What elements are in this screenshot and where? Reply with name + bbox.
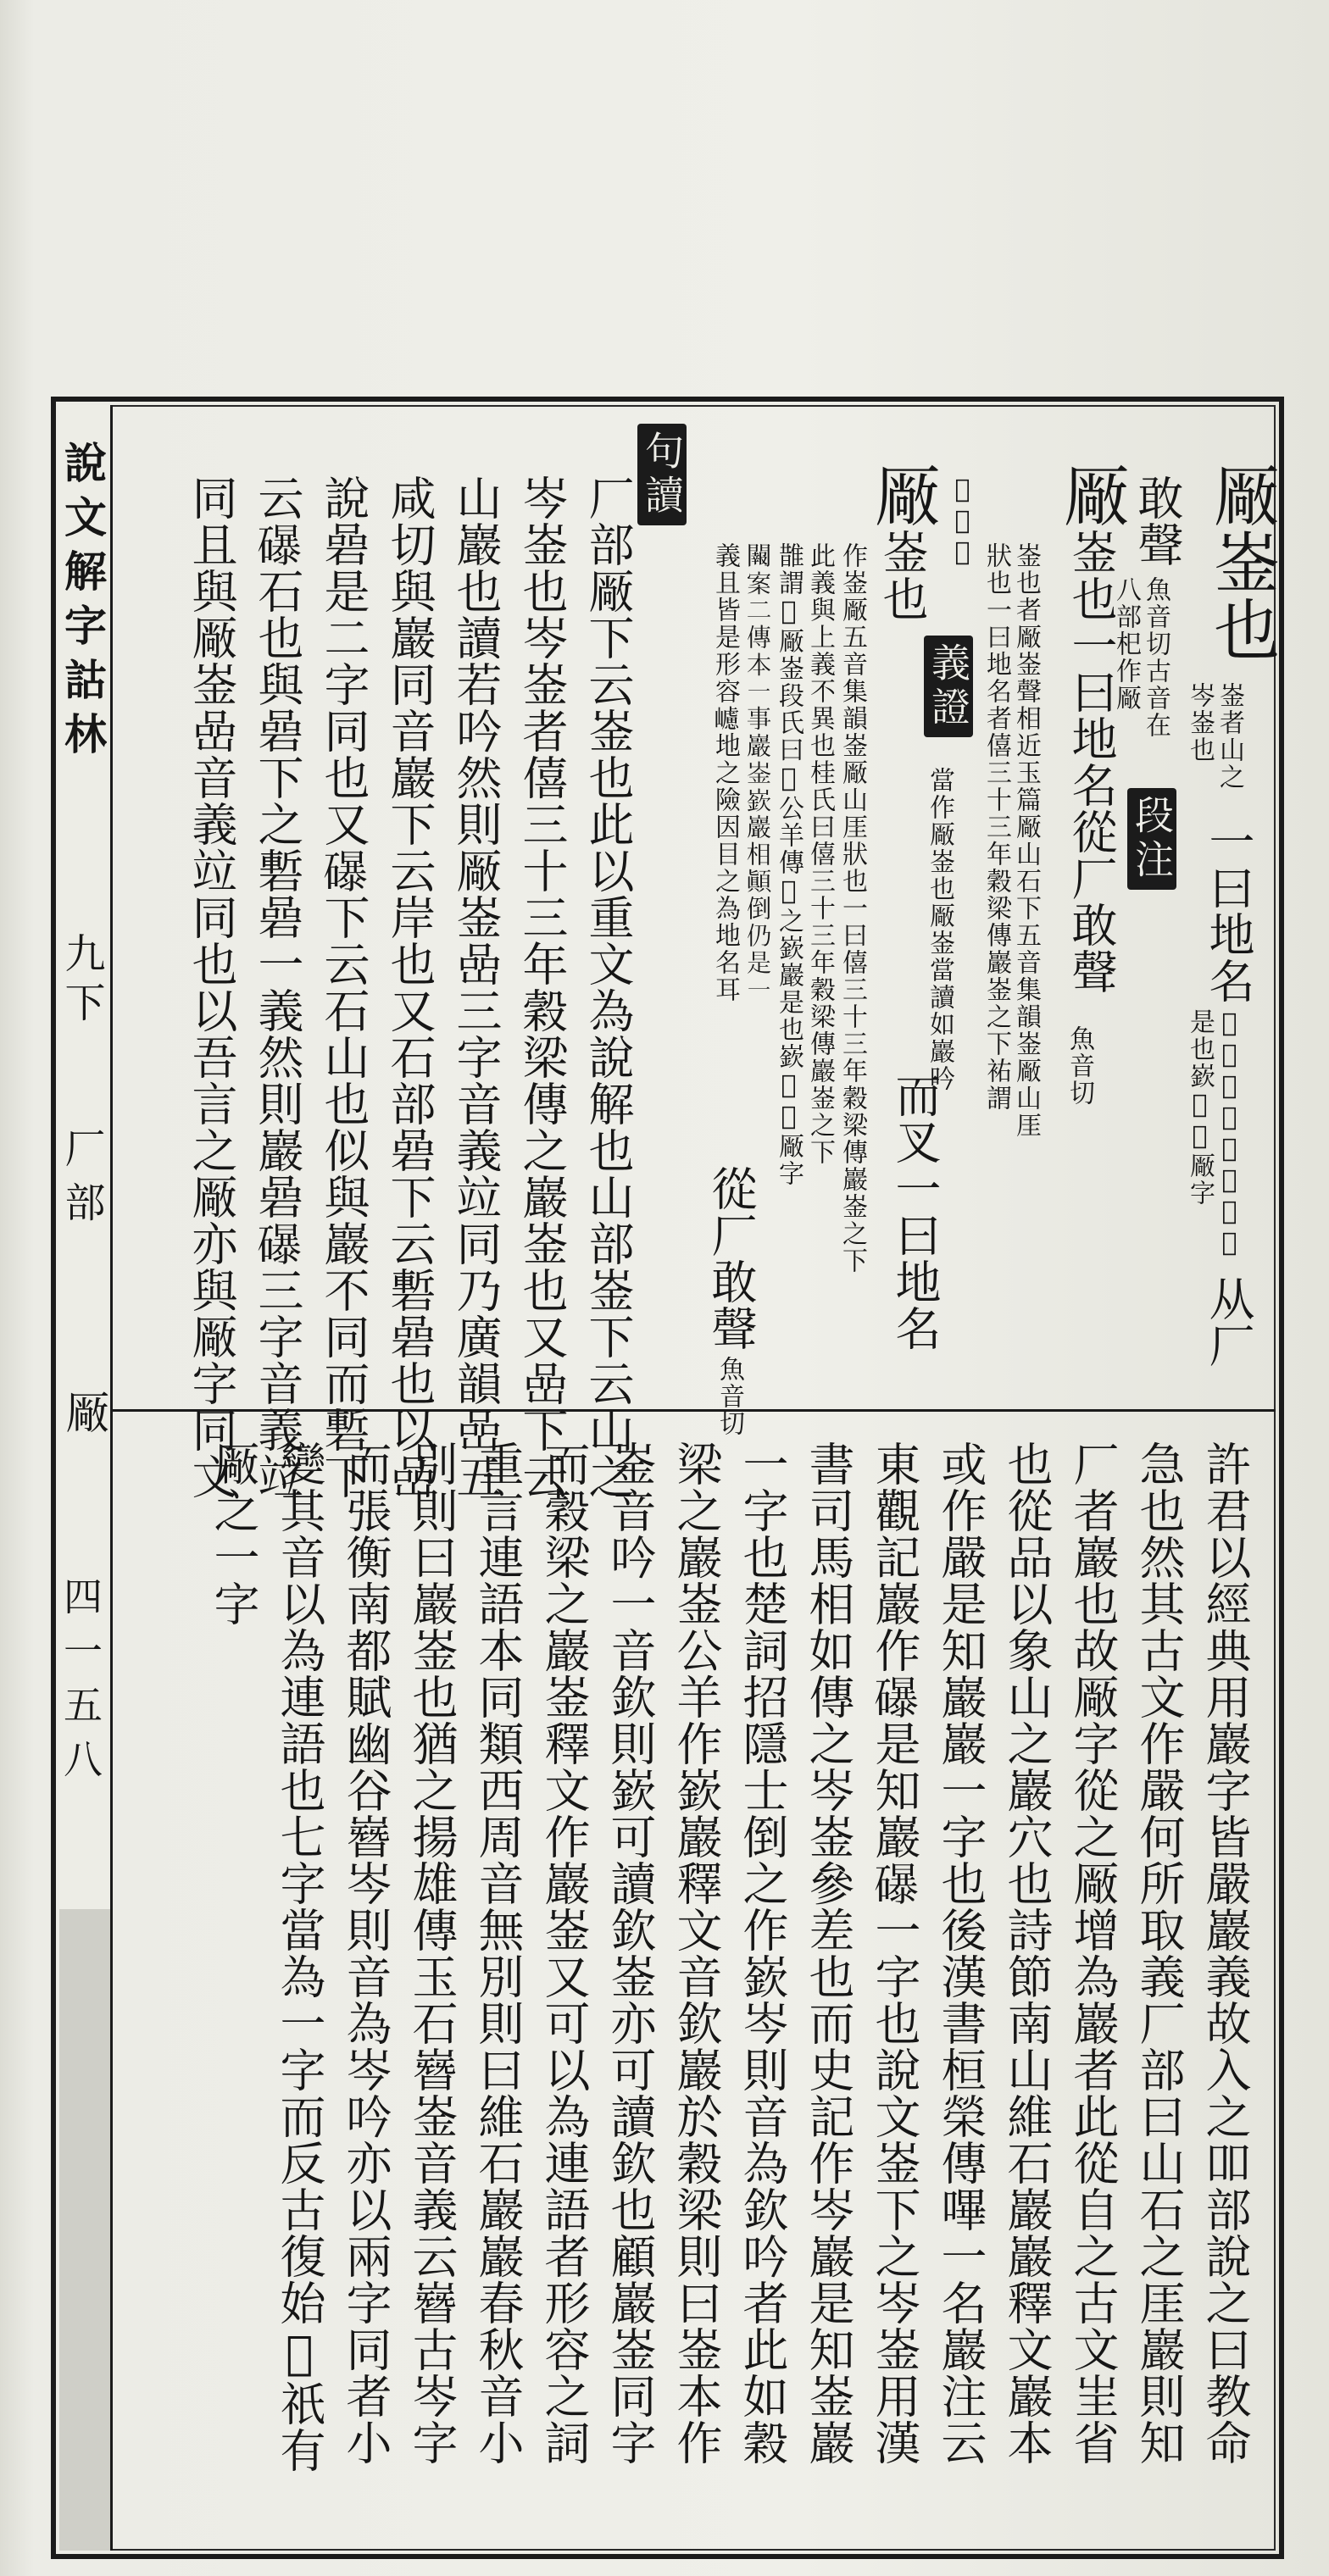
lower-col-15: 變其音以為連語也七字當為一字而反古復始𡽹祇有 bbox=[273, 1441, 326, 2473]
lower-col-1: 許君以經典用巖字皆嚴巖義故入之吅部說之曰教命 bbox=[1198, 1441, 1252, 2466]
lower-col-8: 一字也楚詞招隱士倒之作嶔岑則音為欽吟者此如穀 bbox=[736, 1441, 789, 2466]
upper-col-1-c: 从厂 bbox=[1202, 1275, 1255, 1368]
duan-note-badge: 段注 bbox=[1127, 788, 1176, 890]
upper-col-18: 云𥗋石也與碞下之磛碞一義然則巖碞𥗋三字音義竝 bbox=[251, 475, 304, 1500]
upper-col-2-note-b: 八部𣏌作厰 bbox=[1111, 576, 1141, 712]
upper-col-7: 厰崟也 bbox=[864, 462, 940, 622]
upper-col-17: 說碞是二字同也又𥗋下云石山也似與巖不同而磛下 bbox=[317, 475, 370, 1500]
lower-col-9: 梁之巖崟公羊作嶔巖釋文音欽巖於穀梁則曰崟本作 bbox=[670, 1441, 723, 2466]
upper-col-9-note: 此義與上義不異也桂氏曰僖三十三年穀梁傳巖崟之下 bbox=[805, 542, 835, 1166]
upper-col-1-b: 一曰地名 bbox=[1202, 818, 1255, 1004]
lower-col-16: 厰之一字 bbox=[207, 1441, 260, 1627]
lower-col-14: 而張衡南都賦幽谷嶜岑則音為岑吟亦以兩字同者小 bbox=[339, 1441, 392, 2466]
lower-col-4: 也從品以象山之巖穴也詩節南山維石巖巖釋文巖本 bbox=[1000, 1441, 1054, 2466]
lower-col-6: 東觀記巖作𥗋是知巖𥗋一字也說文崟下之岑崟用漢 bbox=[868, 1441, 921, 2466]
upper-col-10-note: 䧿謂𨻢厰崟段氏曰𡽹公羊傳𡾅之嶔巖是也嶔𡽹𨻢厰字 bbox=[774, 542, 804, 1187]
upper-col-6-note: 𨻢厰崟 bbox=[948, 475, 977, 569]
upper-col-1-note-d: 是也嶔𡽹𨻢厰字 bbox=[1185, 1008, 1215, 1207]
lower-col-11: 而穀梁之巖崟釋文作巖崟又可以為連語者形容之詞 bbox=[537, 1441, 591, 2466]
upper-col-8-note: 作崟厰五音集韻崟厰山厓狀也一曰僖三十三年穀梁傳巖崟之下 bbox=[837, 542, 867, 1274]
upper-col-11-note: 𨷂案二傳本一事巖崟嶔巖相顛倒仍是一 bbox=[742, 542, 772, 1003]
lower-col-2: 急也然其古文作嚴何所取義厂部曰山石之厓巖則知 bbox=[1132, 1441, 1186, 2466]
upper-col-14: 岑崟也岑崟者僖三十三年穀梁傳之巖崟也又嵒下云 bbox=[515, 475, 569, 1500]
upper-col-3: 厰崟也一曰地名從厂敢聲 bbox=[1053, 462, 1129, 995]
yizheng-badge: 義證 bbox=[924, 636, 973, 737]
upper-col-16: 咸切與巖同音巖下云岸也又石部碞下云磛碞也以嵒 bbox=[383, 475, 437, 1500]
upper-col-7-note: 當作厰崟也厰崟當讀如巖吟 bbox=[925, 767, 954, 1092]
upper-col-1: 厰崟也 bbox=[1203, 462, 1279, 663]
lower-col-5: 或作嚴是知巖巖一字也後漢書桓榮傳嗶一名巖注云 bbox=[934, 1441, 987, 2466]
lower-col-12: 重言連語本同類西周音無別則曰維石巖巖春秋音小 bbox=[471, 1441, 525, 2466]
upper-col-4-note: 崟也者厰崟聲相近玉篇厰山石下五音集韻崟厰山厓 bbox=[1011, 542, 1041, 1139]
upper-col-1-note-b: 岑崟也 bbox=[1185, 682, 1215, 763]
judou-badge: 句讀 bbox=[637, 424, 687, 525]
section-label: 厂部 bbox=[58, 1127, 105, 1235]
side-margin-bottom bbox=[59, 1909, 110, 2551]
upper-col-5-note: 狀也一曰地名者僖三十三年穀梁傳巖崟之下𧙗謂 bbox=[981, 542, 1011, 1112]
lower-col-13: 別則曰巖崟也猶之揚雄傳玉石嶜崟音義云嶜古岑字 bbox=[405, 1441, 459, 2466]
upper-col-1-note-a: 崟者山之 bbox=[1215, 682, 1244, 791]
upper-col-3-note: 魚音切 bbox=[1065, 1025, 1094, 1107]
upper-col-13: 厂部厰下云崟也此以重文為說解也山部崟下云山之 bbox=[581, 475, 635, 1500]
upper-col-2: 敢聲 bbox=[1131, 475, 1184, 568]
upper-col-12-note-a: 義且皆是形容𡾅地之險因目之為地名耳 bbox=[710, 542, 740, 1003]
lower-col-7: 書司馬相如傳之岑崟參差也而史記作岑巖是知崟巖 bbox=[802, 1441, 855, 2466]
upper-col-7-b: 而叉一曰地名 bbox=[888, 1072, 942, 1352]
entry-char-label: 厰 bbox=[58, 1390, 108, 1434]
lower-col-10: 崟音吟一音欽則嶔可讀欽崟亦可讀欽也顧巖崟同字 bbox=[603, 1441, 657, 2466]
upper-col-12: 從厂敢聲 bbox=[704, 1165, 758, 1352]
spine-rule bbox=[110, 405, 113, 2551]
lower-col-3: 厂者巖也故厰字從之厰增為巖者此從自之古文㞷省 bbox=[1066, 1441, 1120, 2466]
upper-col-15: 山巖也讀若吟然則厰崟嵒三字音義竝同乃廣韻嵒五 bbox=[449, 475, 503, 1500]
book-title: 說文解字詁林 bbox=[58, 441, 108, 766]
upper-col-19: 同且與厰崟嵒音義竝同也以吾言之厰亦與厰字同文 bbox=[185, 475, 238, 1500]
page-number: 四一五八 bbox=[58, 1576, 103, 1793]
upper-col-1-note-c: 𡽹公羊傳𡾅之嶔巖 bbox=[1215, 1008, 1244, 1259]
upper-col-2-note-a: 魚音切古音在 bbox=[1141, 576, 1171, 739]
upper-col-12-note-b: 魚音切 bbox=[715, 1356, 744, 1437]
volume-label: 九下 bbox=[58, 932, 105, 1030]
